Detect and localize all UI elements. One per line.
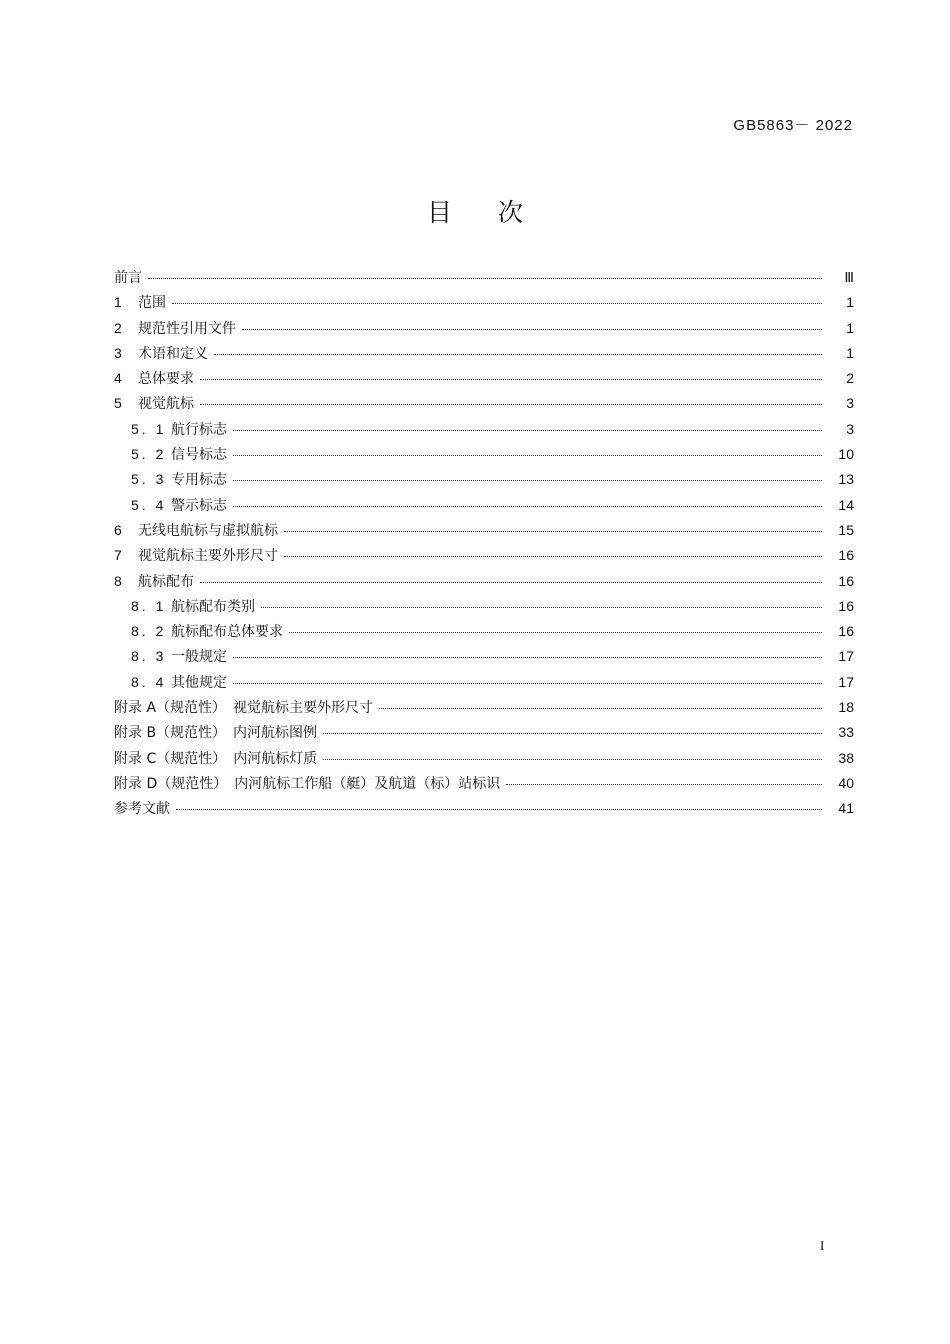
toc-entry-page: 17 xyxy=(838,648,854,665)
toc-leader-dots xyxy=(289,631,822,633)
toc-entry-number: 2 xyxy=(114,319,122,336)
toc-entry[interactable] xyxy=(114,621,854,646)
toc-entry-label: 航标配布 xyxy=(138,573,194,590)
toc-entry-label: 警示标志 xyxy=(171,497,227,514)
toc-entry-number: 5 xyxy=(114,395,122,412)
toc-entry[interactable] xyxy=(114,596,854,621)
toc-entry[interactable] xyxy=(114,646,854,671)
toc-entry-number: 8. 3 xyxy=(131,648,167,665)
toc-leader-dots xyxy=(233,656,822,658)
toc-entry-page: Ⅲ xyxy=(844,269,854,285)
toc-entry-page: 13 xyxy=(838,471,854,488)
toc-entry-label: 附录 C（规范性） 内河航标灯质 xyxy=(114,750,318,767)
toc-entry-page: 38 xyxy=(838,749,854,766)
toc-entry-label: 一般规定 xyxy=(171,649,227,666)
toc-entry-page: 17 xyxy=(838,673,854,690)
toc-entry-page: 16 xyxy=(838,547,854,564)
toc-entry[interactable] xyxy=(114,672,854,697)
toc-entry-label: 专用标志 xyxy=(171,472,227,489)
toc-entry[interactable] xyxy=(114,748,854,773)
toc-entry-label: 范围 xyxy=(138,295,166,312)
toc-entry-number: 8. 2 xyxy=(131,623,167,640)
toc-entry-page: 41 xyxy=(838,800,854,817)
toc-entry-label: 规范性引用文件 xyxy=(138,320,236,337)
toc-leader-dots xyxy=(200,378,822,380)
toc-entry-number: 7 xyxy=(114,547,122,564)
toc-leader-dots xyxy=(284,530,822,532)
toc-entry-label: 视觉航标主要外形尺寸 xyxy=(138,548,278,565)
toc-entry-page: 33 xyxy=(838,724,854,741)
toc-entry[interactable] xyxy=(114,495,854,520)
toc-entry[interactable] xyxy=(114,444,854,469)
toc-leader-dots xyxy=(506,783,822,785)
toc-entry-page: 1 xyxy=(846,319,854,336)
toc-entry-label: 参考文献 xyxy=(114,801,170,818)
toc-entry-page: 3 xyxy=(846,420,854,437)
toc-entry-number: 5. 4 xyxy=(131,496,167,513)
toc-entry-page: 1 xyxy=(846,344,854,361)
toc-leader-dots xyxy=(261,606,822,608)
toc-entry-page: 40 xyxy=(838,774,854,791)
toc-entry-label: 航标配布类别 xyxy=(171,598,255,615)
toc-entry-page: 14 xyxy=(838,496,854,513)
toc-entry-number: 8. 1 xyxy=(131,597,167,614)
toc-entry-label: 附录 A（规范性） 视觉航标主要外形尺寸 xyxy=(114,700,374,717)
toc-entry[interactable] xyxy=(114,798,854,823)
toc-entry[interactable] xyxy=(114,722,854,747)
toc-entry-number: 5. 2 xyxy=(131,446,167,463)
toc-leader-dots xyxy=(323,758,822,760)
toc-entry-page: 2 xyxy=(846,370,854,387)
toc-entry-number: 5. 3 xyxy=(131,471,167,488)
toc-entry-label: 其他规定 xyxy=(171,674,227,691)
toc-leader-dots xyxy=(176,808,822,810)
toc-entry[interactable] xyxy=(114,545,854,570)
toc-entry[interactable] xyxy=(114,773,854,798)
toc-entry-label: 航标配布总体要求 xyxy=(171,624,283,641)
standard-code: GB5863－ 2022 xyxy=(733,117,853,134)
toc-entry-page: 16 xyxy=(838,572,854,589)
toc-entry[interactable] xyxy=(114,318,854,343)
toc-entry[interactable] xyxy=(114,292,854,317)
toc-leader-dots xyxy=(200,403,822,405)
toc-entry[interactable] xyxy=(114,469,854,494)
page-number: I xyxy=(820,1238,825,1253)
toc-entry-page: 16 xyxy=(838,597,854,614)
toc-entry[interactable] xyxy=(114,571,854,596)
toc-entry-page: 15 xyxy=(838,521,854,538)
toc-entry[interactable] xyxy=(114,419,854,444)
toc-entry-number: 3 xyxy=(114,344,122,361)
toc-entry-label: 总体要求 xyxy=(138,371,194,388)
toc-entry-number: 1 xyxy=(114,294,122,311)
toc-entry-label: 信号标志 xyxy=(171,447,227,464)
toc-leader-dots xyxy=(379,707,822,709)
toc-entry-label: 术语和定义 xyxy=(138,345,208,362)
toc-entry-page: 3 xyxy=(846,395,854,412)
toc-entry[interactable] xyxy=(114,393,854,418)
toc-entry-page: 18 xyxy=(838,699,854,716)
toc-entry-number: 8 xyxy=(114,572,122,589)
toc-entry-label: 无线电航标与虚拟航标 xyxy=(138,522,278,539)
toc-leader-dots xyxy=(242,328,822,330)
toc-title: 目次 xyxy=(426,198,569,227)
toc-leader-dots xyxy=(233,479,822,481)
toc-leader-dots xyxy=(233,505,822,507)
table-of-contents xyxy=(114,267,854,824)
toc-entry-label: 航行标志 xyxy=(171,421,227,438)
toc-entry-page: 10 xyxy=(838,446,854,463)
toc-entry[interactable] xyxy=(114,343,854,368)
toc-leader-dots xyxy=(200,581,822,583)
toc-entry-label: 附录 B（规范性） 内河航标图例 xyxy=(114,725,318,742)
toc-entry-label: 附录 D（规范性） 内河航标工作船（艇）及航道（标）站标识 xyxy=(114,775,501,792)
toc-entry[interactable] xyxy=(114,697,854,722)
toc-leader-dots xyxy=(233,682,822,684)
toc-leader-dots xyxy=(233,429,822,431)
toc-leader-dots xyxy=(233,454,822,456)
toc-entry[interactable] xyxy=(114,520,854,545)
toc-entry-number: 8. 4 xyxy=(131,673,167,690)
toc-entry[interactable] xyxy=(114,267,854,292)
toc-entry[interactable] xyxy=(114,368,854,393)
toc-leader-dots xyxy=(148,277,822,279)
toc-entry-number: 6 xyxy=(114,521,122,538)
toc-entry-page: 16 xyxy=(838,623,854,640)
toc-leader-dots xyxy=(284,555,822,557)
toc-entry-label: 前言 xyxy=(114,270,142,286)
toc-leader-dots xyxy=(214,353,822,355)
toc-entry-label: 视觉航标 xyxy=(138,396,194,413)
toc-entry-number: 5. 1 xyxy=(131,420,167,437)
toc-entry-number: 4 xyxy=(114,370,122,387)
toc-leader-dots xyxy=(323,732,822,734)
toc-entry-page: 1 xyxy=(846,294,854,311)
toc-leader-dots xyxy=(172,302,822,304)
